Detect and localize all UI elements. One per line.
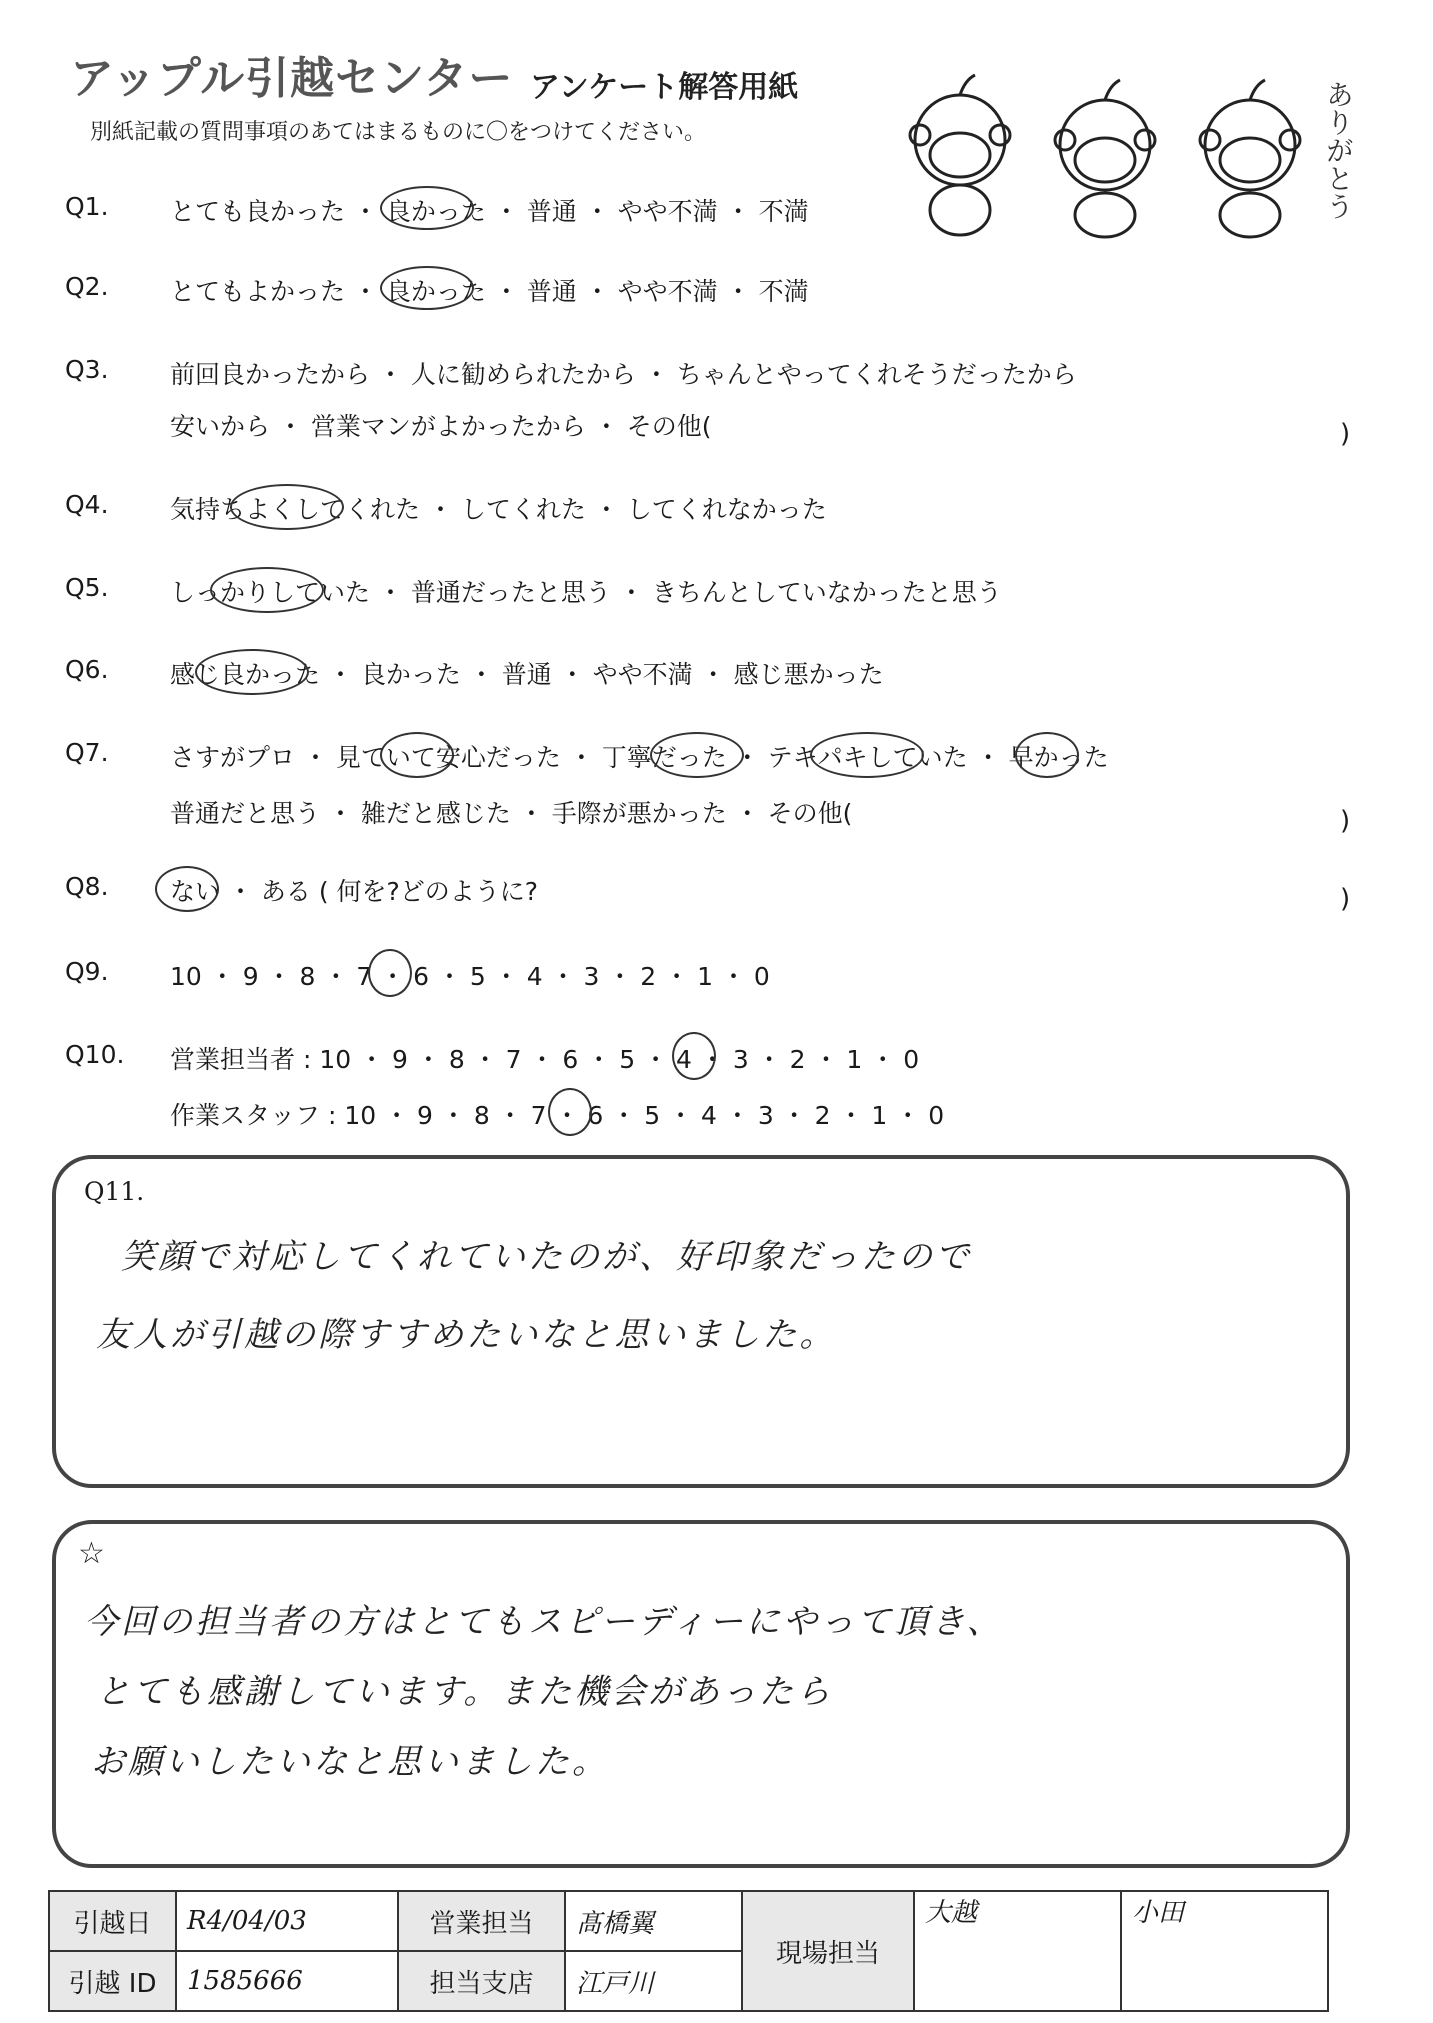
selection-circle [810, 732, 924, 778]
answer-options: とてもよかった ・ 良かった ・ 普通 ・ やや不満 ・ 不満 [170, 277, 809, 306]
answer-options: しっかりしていた ・ 普通だったと思う ・ きちんとしていなかったと思う [170, 578, 1002, 607]
answer-options-line2: 安いから ・ 営業マンがよかったから ・ その他( [170, 412, 712, 441]
selection-circle [210, 567, 324, 613]
selection-circle [368, 949, 412, 997]
question-q4 [50, 490, 1380, 530]
question-number: Q1. [65, 192, 109, 221]
question-q5 [50, 573, 1380, 613]
question-q10 [50, 1040, 1380, 1140]
selection-circle [380, 186, 474, 230]
site-label: 現場担当 [742, 1891, 914, 2011]
question-q6 [50, 655, 1380, 695]
question-number: Q7. [65, 738, 109, 767]
site-value-1: 大越 [914, 1891, 1121, 2011]
selection-circle [1015, 732, 1079, 778]
close-paren: ) [1340, 806, 1351, 836]
move-date-value: R4/04/03 [176, 1891, 398, 1951]
question-number: Q10. [65, 1040, 125, 1069]
star-comment-line1: 今回の担当者の方はとてもスピーディーにやって頂き、 [84, 1602, 1004, 1642]
close-paren: ) [1340, 419, 1351, 449]
question-number: Q8. [65, 872, 109, 901]
question-q2 [50, 272, 1380, 312]
selection-circle [650, 732, 744, 778]
selection-circle [380, 732, 454, 778]
move-date-label: 引越日 [49, 1891, 176, 1951]
star-comment-line3: お願いしたいなと思いました。 [91, 1742, 609, 1782]
answer-options: さすがプロ ・ 見ていて安心だった ・ 丁寧だった ・ テキパキしていた ・ 早かった [170, 743, 1109, 772]
selection-circle [155, 866, 219, 912]
question-number: Q6. [65, 655, 109, 684]
answer-options-line2: 作業スタッフ : 10 ・ 9 ・ 8 ・ 7 ・ 6 ・ 5 ・ 4 ・ 3 ・ 2 ・ 1 ・ 0 [170, 1101, 945, 1130]
branch-label: 担当支店 [398, 1951, 565, 2011]
instruction-text: 別紙記載の質問事項のあてはまるものに〇をつけてください。 [90, 120, 707, 145]
question-q1 [50, 192, 1380, 232]
sales-label: 営業担当 [398, 1891, 565, 1951]
question-q7 [50, 738, 1380, 836]
form-subtitle: アンケート解答用紙 [530, 70, 799, 105]
thanks-text: ありがとう [1322, 80, 1355, 220]
selection-circle [380, 266, 474, 310]
question-q9 [50, 957, 1380, 997]
close-paren: ) [1340, 884, 1351, 914]
q11-label: Q11. [84, 1177, 145, 1206]
star-comment-box [52, 1520, 1350, 1868]
star-icon: ☆ [78, 1536, 105, 1571]
question-number: Q9. [65, 957, 109, 986]
q11-comment-box [52, 1155, 1350, 1488]
selection-circle [230, 484, 344, 530]
star-comment-line2: とても感謝しています。また機会があったら [96, 1672, 833, 1712]
answer-options-line2: 普通だと思う ・ 雑だと感じた ・ 手際が悪かった ・ その他( [170, 799, 853, 828]
answer-options: 気持ちよくしてくれた ・ してくれた ・ してくれなかった [170, 495, 827, 524]
answer-options: 営業担当者 : 10 ・ 9 ・ 8 ・ 7 ・ 6 ・ 5 ・ 4 ・ 3 ・ 2 ・ 1 ・ 0 [170, 1045, 920, 1074]
answer-options: 感じ良かった ・ 良かった ・ 普通 ・ やや不満 ・ 感じ悪かった [170, 660, 884, 689]
answer-options: ない ・ ある ( 何を?どのように? [170, 877, 539, 906]
question-q3 [50, 355, 1380, 449]
answer-options: 前回良かったから ・ 人に勧められたから ・ ちゃんとやってくれそうだったから [170, 360, 1077, 389]
answer-options: 10 ・ 9 ・ 8 ・ 7 ・ 6 ・ 5 ・ 4 ・ 3 ・ 2 ・ 1 ・ 0 [170, 962, 770, 991]
selection-circle [672, 1032, 716, 1080]
selection-circle [195, 649, 309, 695]
sales-value: 髙橋翼 [565, 1891, 742, 1951]
answer-options: とても良かった ・ 良かった ・ 普通 ・ やや不満 ・ 不満 [170, 197, 809, 226]
move-id-label: 引越 ID [49, 1951, 176, 2011]
footer-info-table [48, 1890, 1329, 2012]
site-value-2: 小田 [1121, 1891, 1328, 2011]
q11-comment-line2: 友人が引越の際すすめたいなと思いました。 [96, 1315, 837, 1355]
selection-circle [548, 1088, 592, 1136]
brand-title: アップル引越センター [70, 53, 514, 104]
question-q8 [50, 872, 1380, 912]
branch-value: 江戸川 [565, 1951, 742, 2011]
q11-comment-line1: 笑顔で対応してくれていたのが、好印象だったので [121, 1237, 972, 1277]
question-number: Q5. [65, 573, 109, 602]
question-number: Q2. [65, 272, 109, 301]
move-id-value: 1585666 [176, 1951, 398, 2011]
question-number: Q4. [65, 490, 109, 519]
question-number: Q3. [65, 355, 109, 384]
